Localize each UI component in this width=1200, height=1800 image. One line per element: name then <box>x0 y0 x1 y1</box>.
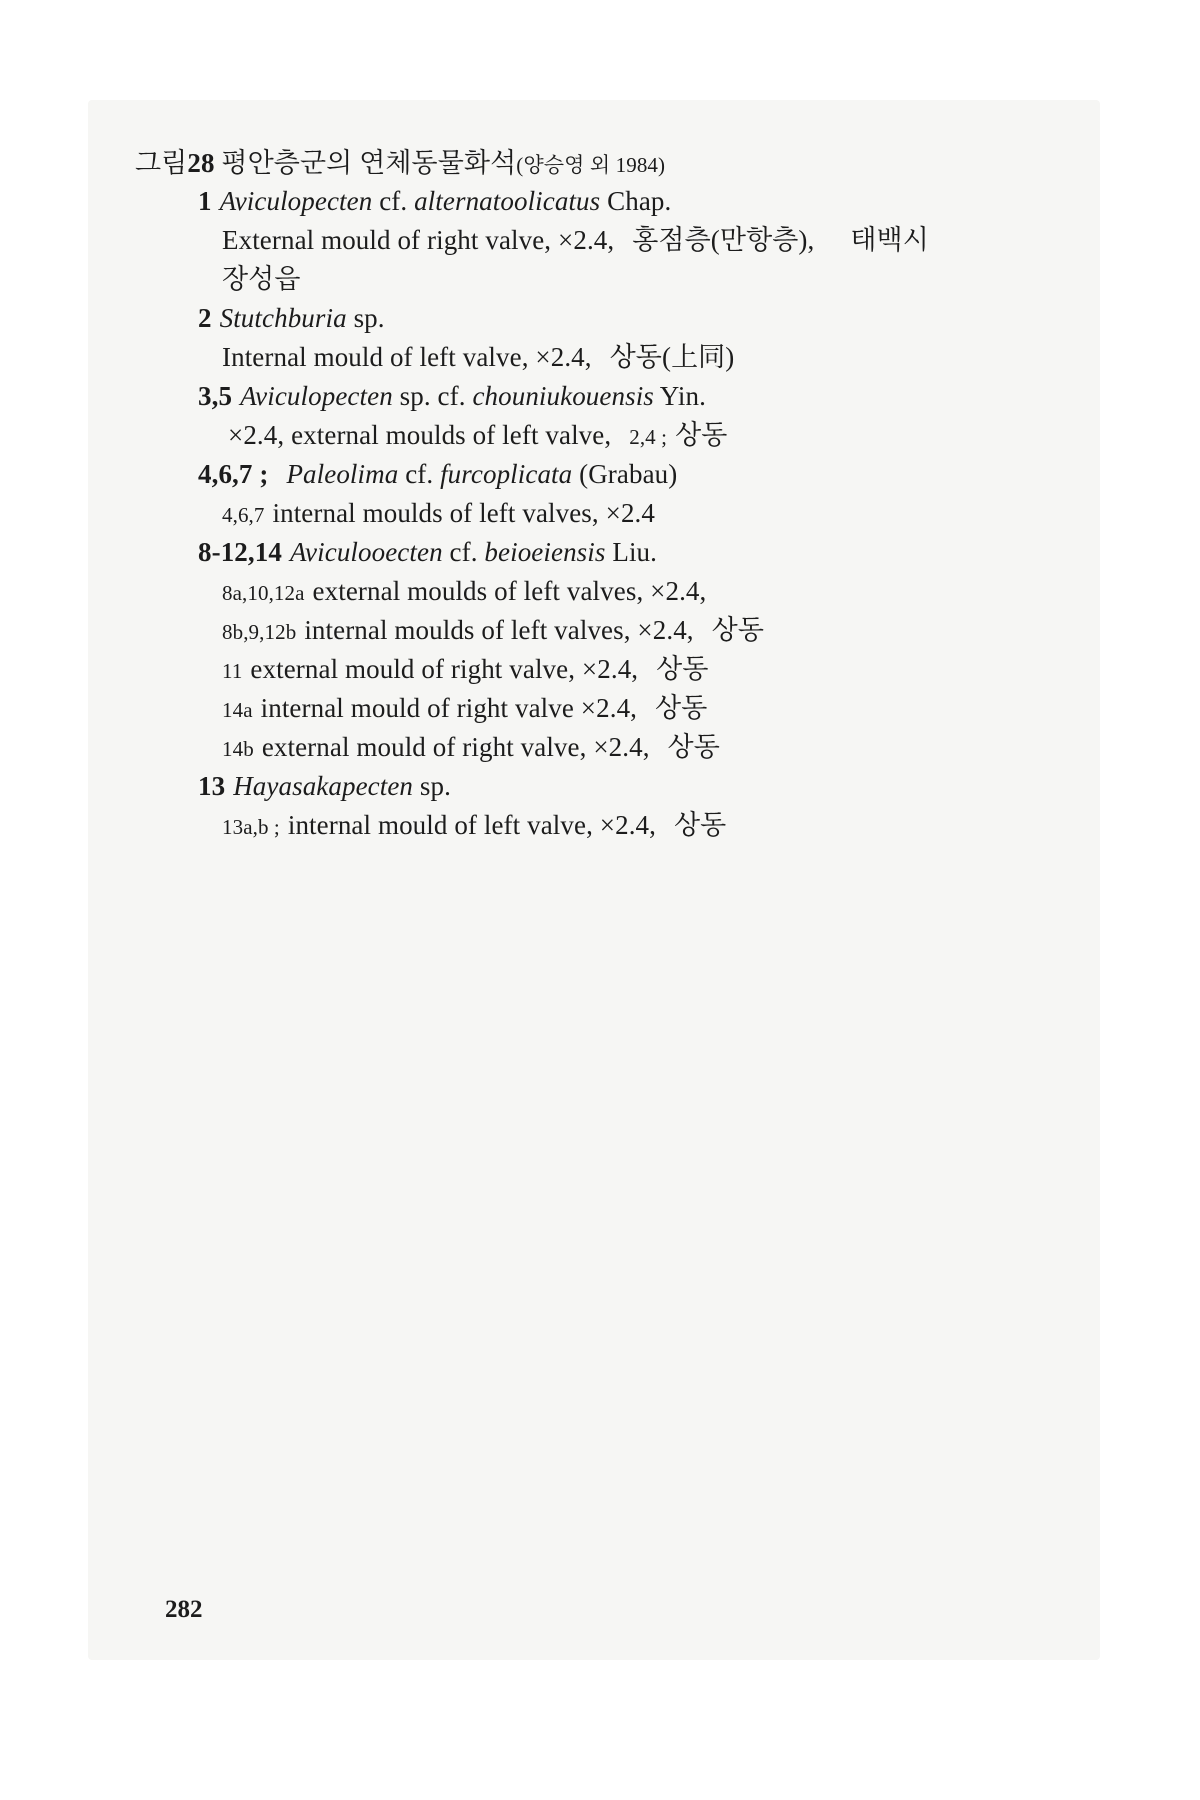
entry-description <box>222 809 726 843</box>
entry-description <box>222 653 709 687</box>
description-text: ×2.4, external moulds of left valve, <box>228 420 612 450</box>
locality-text: 상동 <box>675 420 728 450</box>
caption-prefix: 그림 <box>135 148 188 178</box>
description-text: internal moulds of left valves, ×2.4, <box>304 615 694 645</box>
figure-numbers: 4,6,7 <box>222 503 265 527</box>
entry-heading <box>198 770 451 802</box>
author-name: Yin. <box>653 381 706 411</box>
figure-caption <box>135 147 665 181</box>
locality-text: 상동 <box>711 615 765 645</box>
cf-text: cf. <box>372 186 415 216</box>
description-text: external mould of right valve, ×2.4, <box>250 654 639 684</box>
species-name: alternatoolicatus <box>414 186 601 216</box>
entry-number: 13 <box>198 771 226 801</box>
entry-description <box>222 263 301 295</box>
genus-name: Aviculopecten <box>219 186 373 216</box>
author-name: Chap. <box>600 186 672 216</box>
figure-numbers: 8b,9,12b <box>222 620 297 644</box>
author-name: (Grabau) <box>572 459 678 489</box>
entry-description <box>222 692 707 726</box>
entry-heading <box>198 536 657 568</box>
locality-city: 태백시 <box>850 225 929 255</box>
description-text: Internal mould of left valve, ×2.4, <box>222 342 592 372</box>
description-text: internal mould of right valve ×2.4, <box>260 693 638 723</box>
entry-description <box>222 224 929 256</box>
genus-name: Aviculopecten <box>240 381 393 411</box>
entry-description <box>222 341 734 373</box>
scan-background <box>88 100 1100 1660</box>
figure-numbers: 11 <box>222 659 243 683</box>
entry-description <box>222 575 706 609</box>
species-name: furcoplicata <box>440 459 573 489</box>
entry-heading <box>198 302 385 334</box>
locality-text: 상동 <box>674 810 727 840</box>
entry-description <box>222 497 655 531</box>
caption-number: 28 <box>187 148 215 178</box>
entry-heading <box>198 458 677 490</box>
author-name: Liu. <box>605 537 657 567</box>
figure-numbers: 14a <box>222 698 253 722</box>
caption-title: 평안층군의 연체동물화석 <box>214 148 517 178</box>
locality-town: 장성읍 <box>222 264 301 294</box>
entry-number: 3,5 <box>198 381 233 411</box>
entry-number: 8-12,14 <box>198 537 282 567</box>
description-text: internal moulds of left valves, ×2.4 <box>272 498 655 528</box>
author-name: sp. <box>346 303 385 333</box>
entry-number: 2 <box>198 303 212 333</box>
entry-heading <box>198 185 671 217</box>
entry-description <box>228 419 727 453</box>
figure-numbers: 14b <box>222 737 254 761</box>
species-name: chouniukouensis <box>472 381 654 411</box>
cf-text: sp. cf. <box>392 381 473 411</box>
figure-numbers: 8a,10,12a <box>222 581 305 605</box>
locality-text: 홍점층(만항층), <box>632 225 815 255</box>
locality-text: 상동 <box>655 693 708 723</box>
caption-citation: (양승영 외 1984) <box>516 153 666 177</box>
entry-heading <box>198 380 706 412</box>
figure-numbers: 2,4 ; <box>629 425 668 449</box>
author-name: sp. <box>413 771 451 801</box>
description-text: external moulds of left valves, ×2.4, <box>312 576 707 606</box>
genus-name: Hayasakapecten <box>233 771 414 801</box>
figure-numbers: 13a,b ; <box>222 815 280 839</box>
locality-text: 상동 <box>667 732 720 762</box>
description-text: External mould of right valve, ×2.4, <box>222 225 615 255</box>
entry-number: 4,6,7 ; <box>198 459 269 489</box>
page-number: 282 <box>165 1596 203 1623</box>
entry-description <box>222 614 764 648</box>
genus-name: Stutchburia <box>219 303 347 333</box>
description-text: external mould of right valve, ×2.4, <box>261 732 650 762</box>
locality-text: 상동(上同) <box>609 342 735 372</box>
cf-text: cf. <box>442 537 485 567</box>
genus-name: Paleolima <box>286 459 399 489</box>
entry-number: 1 <box>198 186 212 216</box>
description-text: internal mould of left valve, ×2.4, <box>287 810 656 840</box>
locality-text: 상동 <box>656 654 709 684</box>
species-name: beioeiensis <box>484 537 606 567</box>
entry-description <box>222 731 720 765</box>
genus-name: Aviculooecten <box>289 537 443 567</box>
cf-text: cf. <box>398 459 441 489</box>
